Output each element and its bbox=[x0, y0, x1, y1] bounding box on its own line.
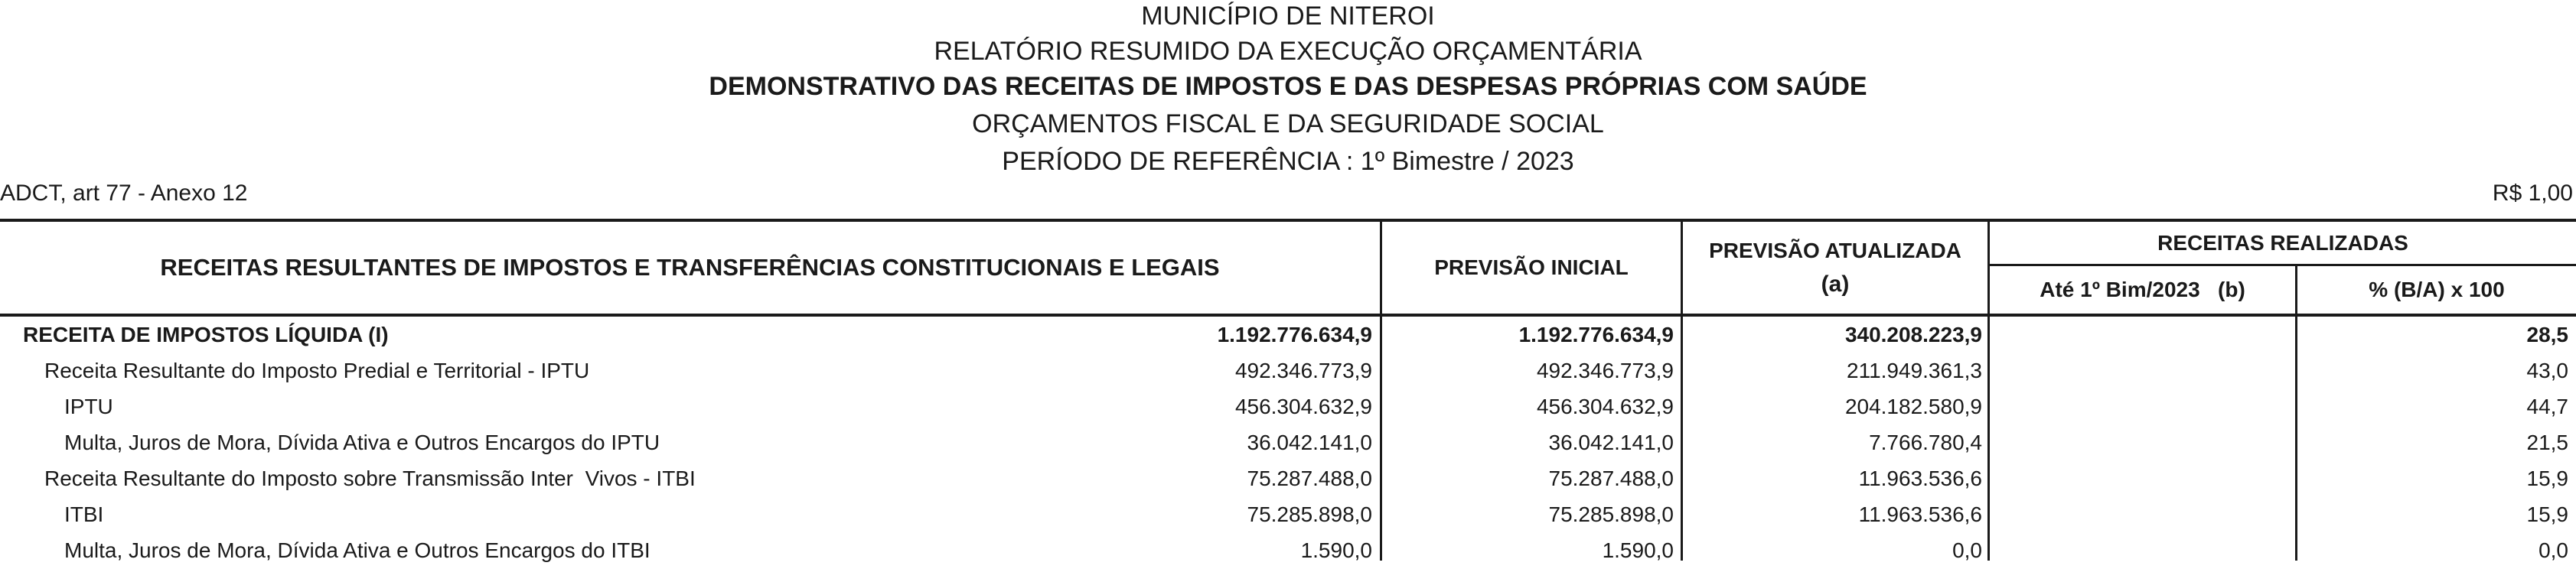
cell-percentual: 28,5 bbox=[2526, 323, 2568, 346]
cell-percentual: 15,9 bbox=[2526, 502, 2568, 526]
cell-previsao-atualizada: 1.590,0 bbox=[1602, 538, 1674, 562]
cell-previsao-atualizada: 75.287.488,0 bbox=[1548, 467, 1674, 490]
cell-previsao-inicial: 456.304.632,9 bbox=[1234, 395, 1372, 418]
legal-reference: ADCT, art 77 - Anexo 12 bbox=[0, 180, 248, 206]
cell-percentual: 15,9 bbox=[2526, 467, 2568, 490]
cell-percentual: 43,0 bbox=[2526, 359, 2568, 382]
cell-previsao-atualizada: 36.042.141,0 bbox=[1548, 431, 1674, 454]
column-header-previsao-atualizada-text: PREVISÃO ATUALIZADA bbox=[1709, 239, 1961, 262]
group-header-receitas-realizadas-text: RECEITAS REALIZADAS bbox=[2157, 230, 2408, 255]
currency-unit: R$ 1,00 bbox=[2492, 180, 2573, 206]
cell-previsao-atualizada: 75.285.898,0 bbox=[1548, 502, 1674, 526]
cell-percentual: 0,0 bbox=[2539, 538, 2568, 562]
cell-percentual: 21,5 bbox=[2526, 431, 2568, 454]
column-header-ate-bimestre bbox=[1990, 266, 2295, 314]
table-row bbox=[0, 389, 2576, 425]
cell-previsao-inicial: 1.192.776.634,9 bbox=[1217, 323, 1372, 346]
cell-realizada: 11.963.536,6 bbox=[1858, 467, 1982, 490]
cell-realizada: 211.949.361,3 bbox=[1847, 359, 1982, 382]
column-header-percentual-text: % (B/A) x 100 bbox=[2369, 278, 2505, 301]
cell-previsao-atualizada: 492.346.773,9 bbox=[1536, 359, 1674, 382]
cell-previsao-inicial: 492.346.773,9 bbox=[1234, 359, 1372, 382]
group-header-receitas-realizadas bbox=[1990, 222, 2576, 264]
row-label: Receita Resultante do Imposto sobre Transmissão Inter Vivos - ITBI bbox=[44, 467, 696, 490]
row-label: ITBI bbox=[64, 502, 104, 526]
cell-previsao-atualizada: 1.192.776.634,9 bbox=[1518, 323, 1674, 346]
cell-previsao-inicial: 36.042.141,0 bbox=[1247, 431, 1372, 454]
column-header-previsao-atualizada bbox=[1683, 222, 1987, 314]
cell-realizada: 204.182.580,9 bbox=[1844, 395, 1982, 418]
cell-percentual: 44,7 bbox=[2526, 395, 2568, 418]
table-row bbox=[0, 353, 2576, 389]
row-label: Multa, Juros de Mora, Dívida Ativa e Outros Encargos do IPTU bbox=[64, 431, 660, 454]
row-label: Multa, Juros de Mora, Dívida Ativa e Outros Encargos do ITBI bbox=[64, 538, 651, 562]
cell-previsao-inicial: 75.287.488,0 bbox=[1247, 467, 1372, 490]
column-header-ate-bimestre-text: Até 1º Bim/2023 (b) bbox=[2040, 278, 2245, 301]
column-header-previsao-inicial-text: PREVISÃO INICIAL bbox=[1434, 255, 1629, 279]
table-row bbox=[0, 496, 2576, 533]
table-row bbox=[0, 532, 2576, 569]
cell-previsao-atualizada: 456.304.632,9 bbox=[1536, 395, 1674, 418]
cell-previsao-inicial: 1.590,0 bbox=[1300, 538, 1372, 562]
column-header-previsao-inicial bbox=[1382, 222, 1681, 314]
table-row bbox=[0, 424, 2576, 461]
cell-previsao-inicial: 75.285.898,0 bbox=[1247, 502, 1372, 526]
report-title: RELATÓRIO RESUMIDO DA EXECUÇÃO ORÇAMENTÁRIA bbox=[934, 37, 1642, 66]
municipality-title: MUNICÍPIO DE NITEROI bbox=[1141, 2, 1435, 31]
column-header-previsao-atualizada-sub: (a) bbox=[1821, 271, 1850, 297]
cell-realizada: 7.766.780,4 bbox=[1869, 431, 1982, 454]
cell-realizada: 11.963.536,6 bbox=[1858, 502, 1982, 526]
column-header-description bbox=[0, 222, 1380, 314]
row-label: Receita Resultante do Imposto Predial e Territorial - IPTU bbox=[44, 359, 590, 382]
row-label: IPTU bbox=[64, 395, 113, 418]
cell-realizada: 340.208.223,9 bbox=[1844, 323, 1982, 346]
statement-title: DEMONSTRATIVO DAS RECEITAS DE IMPOSTOS E DAS DESPESAS PRÓPRIAS COM SAÚDE bbox=[709, 72, 1867, 101]
cell-realizada: 0,0 bbox=[1952, 538, 1982, 562]
budget-scope: ORÇAMENTOS FISCAL E DA SEGURIDADE SOCIAL bbox=[972, 109, 1604, 138]
reference-period: PERÍODO DE REFERÊNCIA : 1º Bimestre / 2023 bbox=[1002, 147, 1574, 176]
column-header-description-text: RECEITAS RESULTANTES DE IMPOSTOS E TRANSFERÊNCIAS CONSTITUCIONAIS E LEGAIS bbox=[160, 254, 1220, 281]
table-row bbox=[0, 317, 2576, 353]
row-label: RECEITA DE IMPOSTOS LÍQUIDA (I) bbox=[23, 323, 389, 346]
table-row bbox=[0, 460, 2576, 497]
column-header-percentual bbox=[2297, 266, 2576, 314]
